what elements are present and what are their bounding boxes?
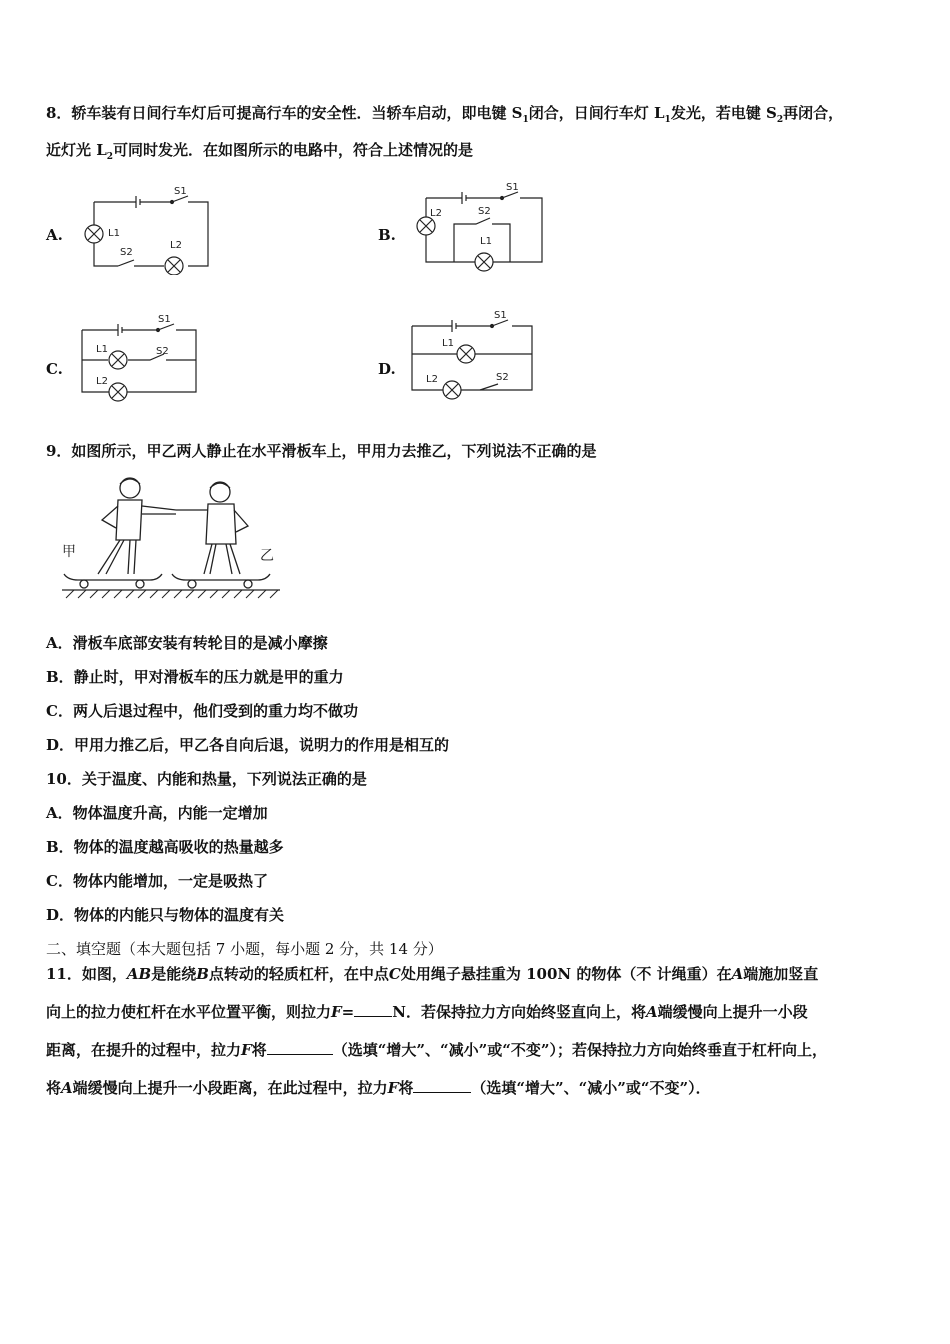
section-2-title: 二、填空题（本大题包括 7 小题，每小题 2 分，共 14 分） [46, 940, 443, 958]
label-l2: L2 [170, 240, 182, 251]
q8-option-a-label: A. [46, 226, 63, 244]
svg-text:S1: S1 [494, 310, 507, 321]
skateboard-figure [58, 470, 288, 604]
circuit-diagram-a [78, 180, 218, 279]
circuit-diagram-c [78, 310, 218, 414]
svg-text:S2: S2 [156, 346, 169, 357]
q9-option-b: B．静止时，甲对滑板车的压力就是甲的重力 [46, 668, 344, 686]
q9-stem: 9．如图所示，甲乙两人静止在水平滑板车上，甲用力去推乙，下列说法不正确的是 [46, 442, 597, 460]
label-jia: 甲 [62, 544, 76, 560]
answer-blank-2[interactable] [267, 1040, 333, 1055]
label-yi: 乙 [260, 548, 274, 564]
q10-option-d: D．物体的内能只与物体的温度有关 [46, 906, 285, 924]
q10-option-b: B．物体的温度越高吸收的热量越多 [46, 838, 284, 856]
q8-stem-line1: 8．轿车装有日间行车灯后可提高行车的安全性．当轿车启动，即电键 $S_1$闭合，日间行车灯 $L_1$发光，若电键 $S_2$再闭合， [46, 104, 844, 125]
q9-option-c: C．两人后退过程中，他们受到的重力均不做功 [46, 702, 358, 720]
q8-option-d-label: D. [378, 360, 396, 378]
q11-line2: 向上的拉力使杠杆在水平位置平衡，则拉力F= N．若保持拉力方向始终竖直向上，将A端缓慢向上提升一小段 [46, 1003, 808, 1021]
svg-text:S2: S2 [496, 372, 509, 383]
label-l1: L1 [108, 228, 120, 239]
answer-blank-3[interactable] [413, 1078, 471, 1093]
svg-text:S1: S1 [158, 314, 171, 325]
svg-text:L2: L2 [426, 374, 438, 385]
svg-text:L1: L1 [96, 344, 108, 355]
q10-option-a: A．物体温度升高，内能一定增加 [46, 804, 268, 822]
svg-text:L1: L1 [442, 338, 454, 349]
circuit-diagram-b [410, 178, 550, 277]
q10-stem: 10．关于温度、内能和热量，下列说法正确的是 [46, 770, 367, 788]
circuit-diagram-d [408, 308, 548, 412]
label-s1: S1 [174, 186, 187, 197]
svg-text:S2: S2 [478, 206, 491, 217]
q10-option-c: C．物体内能增加，一定是吸热了 [46, 872, 268, 890]
q8-option-c-label: C. [46, 360, 63, 378]
q11-line1: 11．如图，AB是能绕B点转动的轻质杠杆，在中点C处用绳子悬挂重为 100N 的物体（不 计绳重）在A端施加竖直 [46, 965, 819, 983]
q11-line4: 将A端缓慢向上提升一小段距离，在此过程中，拉力F将 （选填“增大”、“减小”或“不变”）． [46, 1079, 711, 1097]
q9-option-d: D．甲用力推乙后，甲乙各自向后退，说明力的作用是相互的 [46, 736, 450, 754]
svg-text:S1: S1 [506, 182, 519, 193]
q8-stem-line2: 近灯光 $L_2$可同时发光．在如图所示的电路中，符合上述情况的是 [46, 141, 474, 162]
label-s2: S2 [120, 247, 133, 258]
svg-text:L2: L2 [96, 376, 108, 387]
svg-text:L1: L1 [480, 236, 492, 247]
q11-line3: 距离，在提升的过程中，拉力F将 （选填“增大”、“减小”或“不变”）；若保持拉力方向始终垂直于杠杆向上， [46, 1041, 827, 1059]
q8-option-b-label: B. [378, 226, 396, 244]
q9-option-a: A．滑板车底部安装有转轮目的是减小摩擦 [46, 634, 328, 652]
answer-blank-1[interactable] [354, 1002, 392, 1017]
svg-text:L2: L2 [430, 208, 442, 219]
